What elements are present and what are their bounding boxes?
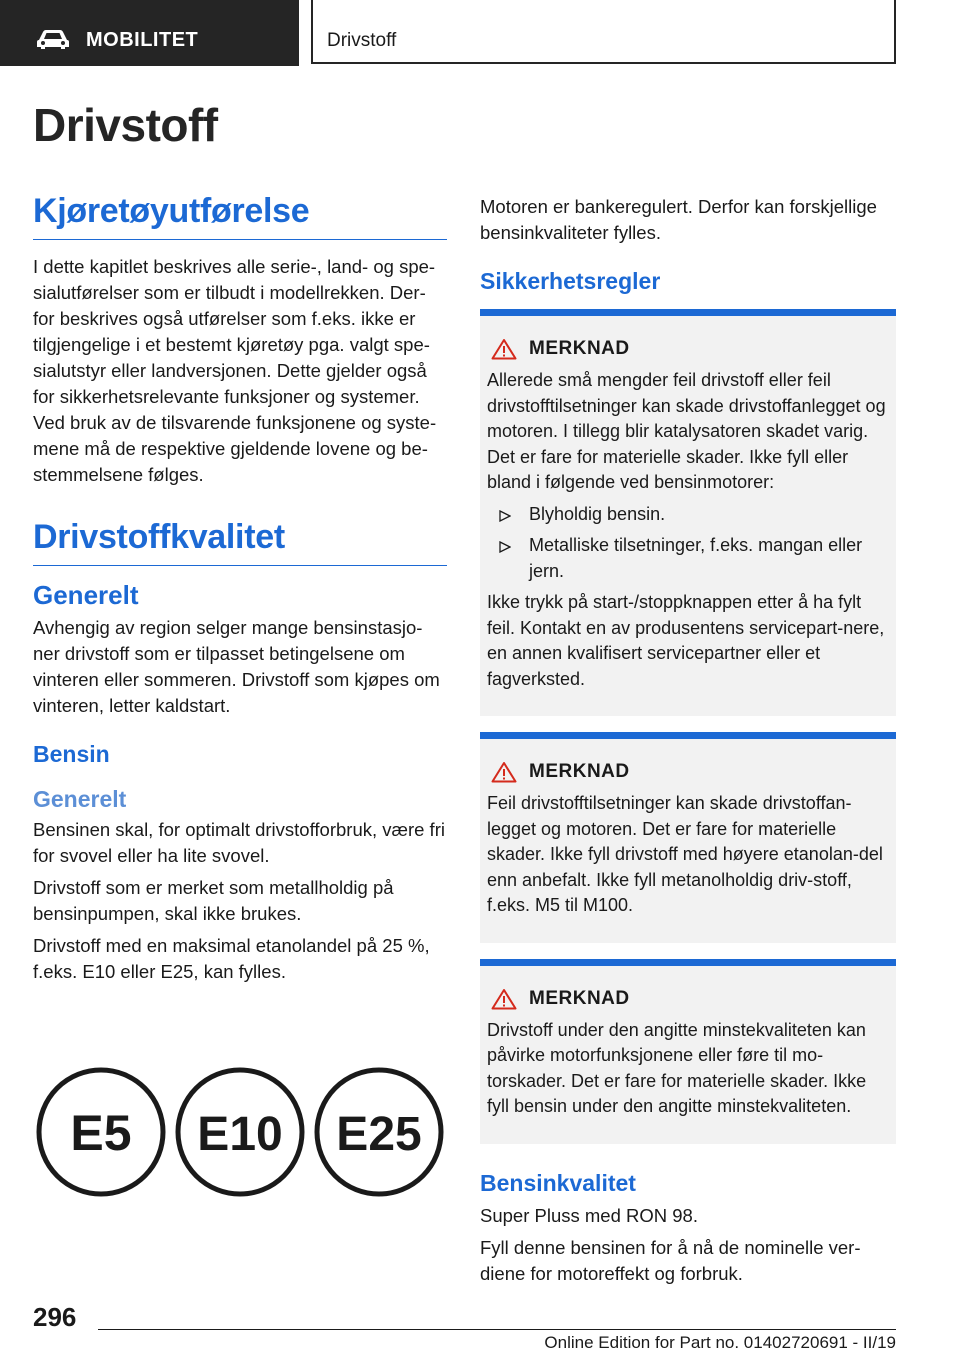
paragraph-intro: Motoren er bankeregulert. Derfor kan forskjellige bensinkvaliteter fylles. <box>480 196 877 243</box>
car-icon <box>36 28 70 50</box>
notice-box-3 <box>480 959 896 1144</box>
right-column <box>480 192 896 1293</box>
triangle-bullet-icon <box>499 541 511 553</box>
heading-petrol-grade: Bensinkvalitet <box>480 1169 636 1196</box>
notice-title: MERKNAD <box>529 987 630 1009</box>
notice-text: Allerede små mengder feil drivstoff eller feil drivstofftilsetninger kan skade drivstoffanlegget og motoren. I tillegg blir katalysatoren skadet varig. Det er fare for materielle skader. Ikke fyll eller bland i følgende ved bensinmotorer: <box>487 370 886 492</box>
section-label: MOBILITET <box>86 29 199 51</box>
paragraph-grade-2: Fyll denne bensinen for å nå de nominelle ver-diene for motoreffekt og forbruk. <box>480 1236 861 1284</box>
section-tab <box>0 0 299 66</box>
badge-e10-label: E10 <box>197 1108 283 1161</box>
notice-text: Feil drivstofftilsetninger kan skade drivstoffan-legget og motoren. Det er fare for materielle skader. Ikke fyll drivstoff med høyere etanolan-del enn anbefalt. Ikke fyll metanolholdig driv-stoff, f.eks. M5 til M100. <box>487 793 883 915</box>
badge-e10 <box>178 1070 302 1194</box>
list-item <box>487 533 888 584</box>
warning-icon <box>491 761 517 783</box>
badge-e5-label: E5 <box>70 1105 132 1161</box>
notice-text: Drivstoff under den angitte minstekvaliteten kan påvirke motorfunksjonene eller føre til mo-torskader. Det er fare for materielle skader. Ikke fyll bensin under den angitte minstekvaliteten. <box>487 1019 867 1116</box>
page-title: Drivstoff <box>33 99 218 151</box>
paragraph-petrol-1: Bensinen skal, for optimalt drivstofforbruk, være fri for svovel eller ha lite svovel. <box>33 819 445 866</box>
notice-text-after: Ikke trykk på start-/stoppknappen etter å ha fylt feil. Kontakt en av produsentens servicepart-nere, en annen kvalifisert servicepartner eller et fagverksted. <box>487 592 885 689</box>
heading-safety-rules: Sikkerhetsregler <box>480 268 661 294</box>
footer-divider <box>98 1329 896 1330</box>
footer-edition: Online Edition for Part no. 01402720691 - II/19 <box>544 1333 896 1352</box>
paragraph-grade-1: Super Pluss med RON 98. <box>480 1204 698 1226</box>
page-number: 296 <box>33 1302 77 1332</box>
left-column <box>33 192 447 991</box>
warning-icon <box>491 338 517 360</box>
page-label: Drivstoff <box>327 30 397 51</box>
notice-box-2 <box>480 732 896 943</box>
badge-e25-label: E25 <box>336 1108 422 1161</box>
page-label-box <box>311 0 896 64</box>
badge-e25 <box>317 1070 441 1194</box>
badge-e5 <box>39 1070 163 1194</box>
page-header <box>0 0 960 66</box>
paragraph-vehicle-version: I dette kapitlet beskrives alle serie-, land- og spe-sialutførelser som er tilbudt i modellrekken. Der-for beskrives også utførelser som f.eks. ikke er tilgjengelige i et bestemt kjøretøy pga. valgt spe-sialutstyr eller landversjonen. Dette gjelder også for sikkerhetsrelevante funksjoner og systemer. Ved bruk av de tilsvarende funksjonene og syste-mene må de respektive gjeldende lovene og be-stemmelsene følges. <box>33 256 437 485</box>
notice-title: MERKNAD <box>529 761 630 782</box>
heading-general: Generelt <box>33 580 139 610</box>
notice-box-1 <box>480 309 896 716</box>
heading-petrol: Bensin <box>33 741 110 767</box>
triangle-bullet-icon <box>499 510 511 522</box>
ethanol-badges <box>33 1062 447 1202</box>
heading-fuel-quality: Drivstoffkvalitet <box>33 518 447 566</box>
notice-bullet-list <box>487 502 888 585</box>
paragraph-general: Avhengig av region selger mange bensinstasjo-ner drivstoff som er tilpasset betingelsene om vinteren eller sommeren. Drivstoff som kjøpes om vinteren, letter kaldstart. <box>33 617 440 716</box>
bullet-text: Blyholdig bensin. <box>529 503 666 524</box>
bullet-text: Metalliske tilsetninger, f.eks. mangan eller jern. <box>529 535 863 581</box>
paragraph-petrol-2: Drivstoff som er merket som metallholdig på bensinpumpen, skal ikke brukes. <box>33 877 394 924</box>
list-item <box>487 502 888 528</box>
warning-icon <box>491 988 517 1010</box>
notice-title: MERKNAD <box>529 338 630 359</box>
heading-petrol-general: Generelt <box>33 786 127 812</box>
heading-vehicle-version: Kjøretøyutførelse <box>33 192 447 240</box>
paragraph-petrol-3: Drivstoff med en maksimal etanolandel på 25 %, f.eks. E10 eller E25, kan fylles. <box>33 935 430 982</box>
